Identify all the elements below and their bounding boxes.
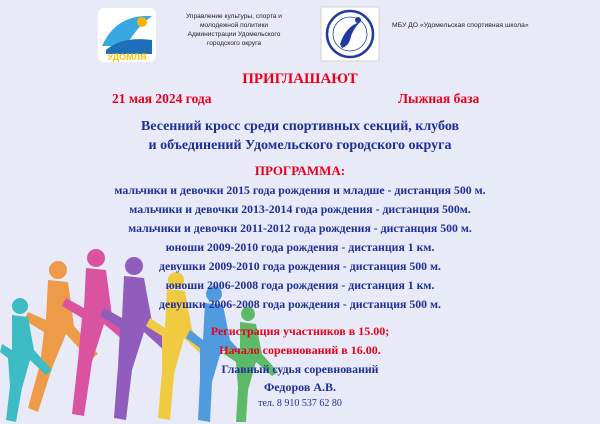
organizer-right: МБУ ДО «Удомельская спортивная школа»: [392, 22, 529, 29]
org-left-line: городского округа: [206, 40, 261, 47]
program-item: мальчики и девочки 2013-2014 года рождения - дистанция 500м.: [129, 202, 471, 216]
program-item: мальчики и девочки 2011-2012 года рождения - дистанция 500 м.: [128, 221, 472, 235]
program-item: юноши 2009-2010 года рождения - дистанция 1 км.: [165, 240, 435, 254]
svg-text:УДОМЛЯ: УДОМЛЯ: [107, 52, 147, 62]
program-item: девушки 2006-2008 года рождения - дистанция 500 м.: [159, 297, 441, 311]
org-left-line: Управление культуры, спорта и: [186, 13, 282, 20]
org-left-line: Администрации Удомельского: [187, 31, 281, 38]
event-date: 21 мая 2024 года: [112, 91, 212, 106]
event-title-line: и объединений Удомельского городского округа: [148, 138, 452, 153]
event-venue: Лыжная база: [398, 91, 480, 106]
registration-time: Регистрация участников в 15.00;: [210, 324, 390, 338]
sport-school-emblem-icon: [320, 6, 380, 62]
start-time: Начало соревнований в 16.00.: [219, 343, 381, 357]
udomlya-logo-icon: [96, 6, 158, 64]
program-item: девушки 2009-2010 года рождения - дистанция 500 м.: [159, 259, 441, 273]
contact-phone: тел. 8 910 537 62 80: [258, 398, 342, 409]
program-item: юноши 2006-2008 года рождения - дистанция 1 км.: [165, 278, 435, 292]
program-item: мальчики и девочки 2015 года рождения и младше - дистанция 500 м.: [114, 183, 486, 197]
event-title: [0, 117, 600, 155]
event-title-line: Весенний кросс среди спортивных секций, клубов: [140, 119, 460, 134]
program-heading: ПРОГРАММА:: [254, 163, 346, 178]
invite-heading: ПРИГЛАШАЮТ: [242, 71, 358, 87]
chief-judge-name: Федоров А.В.: [263, 380, 337, 394]
org-left-line: молодежной политики: [199, 22, 269, 29]
chief-judge-label: Главный судья соревнований: [221, 362, 379, 376]
program-list: [0, 181, 600, 314]
organizer-left: [164, 12, 304, 48]
